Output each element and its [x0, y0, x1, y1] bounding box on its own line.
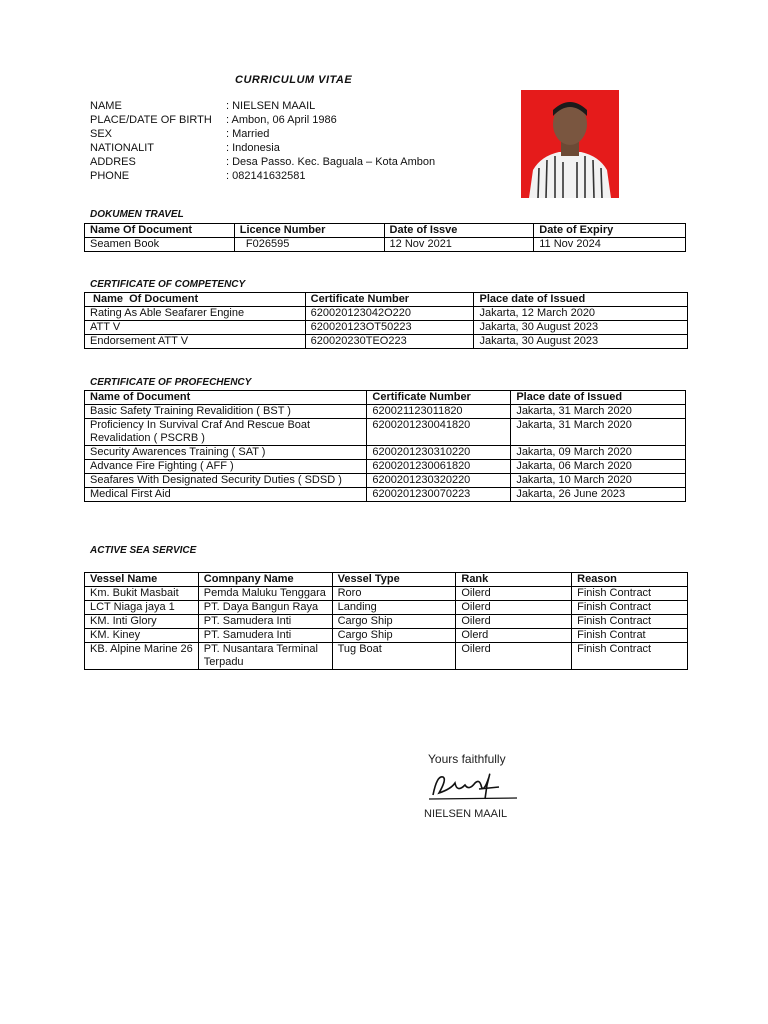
table-cell: Oilerd	[456, 615, 572, 629]
table-cell: 620020230TEO223	[305, 335, 474, 349]
column-header: Name Of Document	[85, 224, 235, 238]
info-row-nationality	[90, 141, 435, 155]
sea-service-table	[84, 572, 688, 670]
info-value: : Desa Passo. Kec. Baguala – Kota Ambon	[226, 156, 436, 168]
info-value: : Married	[226, 128, 270, 140]
table-cell: Jakarta, 09 March 2020	[511, 446, 686, 460]
table-cell: Landing	[332, 601, 456, 615]
table-cell: 620020123OT50223	[305, 321, 474, 335]
column-header: Name of Document	[85, 391, 367, 405]
table-cell: Km. Bukit Masbait	[85, 587, 199, 601]
table-row	[85, 488, 686, 502]
info-label: NAME	[90, 100, 122, 112]
table-row	[85, 615, 688, 629]
info-row-address	[90, 155, 435, 169]
table-cell: Jakarta, 31 March 2020	[511, 419, 686, 446]
info-value: : Indonesia	[226, 142, 280, 154]
table-cell: Finish Contract	[572, 587, 688, 601]
table-cell: Jakarta, 30 August 2023	[474, 321, 688, 335]
table-cell: Jakarta, 10 March 2020	[511, 474, 686, 488]
table-cell: 620020123042O220	[305, 307, 474, 321]
table-cell: 620021123011820	[367, 405, 511, 419]
table-cell: Jakarta, 12 March 2020	[474, 307, 688, 321]
info-row-sex	[90, 127, 435, 141]
table-cell: 6200201230320220	[367, 474, 511, 488]
column-header: Certificate Number	[367, 391, 511, 405]
table-header-row	[85, 391, 686, 405]
table-cell: 6200201230041820	[367, 419, 511, 446]
table-cell: Oilerd	[456, 587, 572, 601]
column-header: Date of Expiry	[534, 224, 686, 238]
section-heading-proficiency: CERTIFICATE OF PROFECHENCY	[90, 377, 252, 388]
table-header-row	[85, 224, 686, 238]
table-row	[85, 474, 686, 488]
table-cell: 6200201230070223	[367, 488, 511, 502]
section-heading-competency: CERTIFICATE OF COMPETENCY	[90, 279, 246, 290]
column-header: Certificate Number	[305, 293, 474, 307]
table-cell: KM. Inti Glory	[85, 615, 199, 629]
table-cell: Cargo Ship	[332, 615, 456, 629]
table-row	[85, 460, 686, 474]
table-cell: Pemda Maluku Tenggara	[198, 587, 332, 601]
table-cell: Oilerd	[456, 643, 572, 670]
table-row	[85, 419, 686, 446]
table-cell: KB. Alpine Marine 26	[85, 643, 199, 670]
info-label: SEX	[90, 128, 113, 140]
table-row	[85, 643, 688, 670]
table-header-row	[85, 573, 688, 587]
table-cell: Seafares With Designated Security Duties ( SDSD )	[85, 474, 367, 488]
table-cell: 12 Nov 2021	[384, 238, 534, 252]
dokumen-table	[84, 223, 686, 252]
table-cell: 6200201230061820	[367, 460, 511, 474]
table-cell: Roro	[332, 587, 456, 601]
table-cell: Cargo Ship	[332, 629, 456, 643]
table-cell: Jakarta, 06 March 2020	[511, 460, 686, 474]
table-cell: Medical First Aid	[85, 488, 367, 502]
table-cell: PT. Samudera Inti	[198, 615, 332, 629]
table-cell: PT. Daya Bangun Raya	[198, 601, 332, 615]
table-cell: F026595	[234, 238, 384, 252]
info-value: : NIELSEN MAAIL	[226, 100, 316, 112]
cv-title: CURRICULUM VITAE	[235, 74, 353, 86]
table-cell: Proficiency In Survival Craf And Rescue Boat Revalidation ( PSCRB )	[85, 419, 367, 446]
table-cell: Tug Boat	[332, 643, 456, 670]
info-label: PHONE	[90, 170, 130, 182]
column-header: Place date of Issued	[474, 293, 688, 307]
signature-mark	[425, 765, 525, 805]
table-cell: PT. Nusantara Terminal Terpadu	[198, 643, 332, 670]
closing-text: Yours faithfully	[428, 752, 506, 766]
table-cell: Finish Contrat	[572, 629, 688, 643]
section-heading-sea-service: ACTIVE SEA SERVICE	[90, 545, 197, 556]
column-header: Vessel Type	[332, 573, 456, 587]
column-header: Place date of Issued	[511, 391, 686, 405]
table-cell: LCT Niaga jaya 1	[85, 601, 199, 615]
table-cell: Endorsement ATT V	[85, 335, 306, 349]
table-cell: Advance Fire Fighting ( AFF )	[85, 460, 367, 474]
table-row	[85, 587, 688, 601]
info-label: PLACE/DATE OF BIRTH	[90, 114, 212, 126]
table-cell: 11 Nov 2024	[534, 238, 686, 252]
table-row	[85, 601, 688, 615]
info-row-name	[90, 99, 435, 113]
table-cell: ATT V	[85, 321, 306, 335]
table-cell: Jakarta, 30 August 2023	[474, 335, 688, 349]
table-cell: Olerd	[456, 629, 572, 643]
section-heading-dokumen: DOKUMEN TRAVEL	[90, 209, 184, 220]
table-cell: Finish Contract	[572, 601, 688, 615]
info-label: ADDRES	[90, 156, 136, 168]
signatory-name: NIELSEN MAAIL	[424, 808, 508, 820]
table-cell: Finish Contract	[572, 615, 688, 629]
table-row	[85, 321, 688, 335]
table-cell: 6200201230310220	[367, 446, 511, 460]
table-cell: Security Awarences Training ( SAT )	[85, 446, 367, 460]
profile-photo	[521, 90, 619, 198]
table-cell: Seamen Book	[85, 238, 235, 252]
table-row	[85, 307, 688, 321]
info-row-phone	[90, 169, 435, 183]
table-row	[85, 629, 688, 643]
table-header-row	[85, 293, 688, 307]
table-row	[85, 405, 686, 419]
info-label: NATIONALIT	[90, 142, 154, 154]
table-cell: PT. Samudera Inti	[198, 629, 332, 643]
table-cell: Basic Safety Training Revalidition ( BST )	[85, 405, 367, 419]
column-header: Date of Issve	[384, 224, 534, 238]
table-cell: Oilerd	[456, 601, 572, 615]
column-header: Name Of Document	[85, 293, 306, 307]
competency-table	[84, 292, 688, 349]
table-cell: Jakarta, 26 June 2023	[511, 488, 686, 502]
proficiency-table	[84, 390, 686, 502]
column-header: Rank	[456, 573, 572, 587]
table-row	[85, 446, 686, 460]
table-cell: Finish Contract	[572, 643, 688, 670]
column-header: Licence Number	[234, 224, 384, 238]
info-value: : 082141632581	[226, 170, 306, 182]
personal-info	[90, 99, 435, 183]
table-row	[85, 335, 688, 349]
table-cell: KM. Kiney	[85, 629, 199, 643]
table-cell: Rating As Able Seafarer Engine	[85, 307, 306, 321]
column-header: Vessel Name	[85, 573, 199, 587]
table-cell: Jakarta, 31 March 2020	[511, 405, 686, 419]
info-row-birth	[90, 113, 435, 127]
column-header: Comnpany Name	[198, 573, 332, 587]
info-value: : Ambon, 06 April 1986	[226, 114, 337, 126]
column-header: Reason	[572, 573, 688, 587]
table-row	[85, 238, 686, 252]
